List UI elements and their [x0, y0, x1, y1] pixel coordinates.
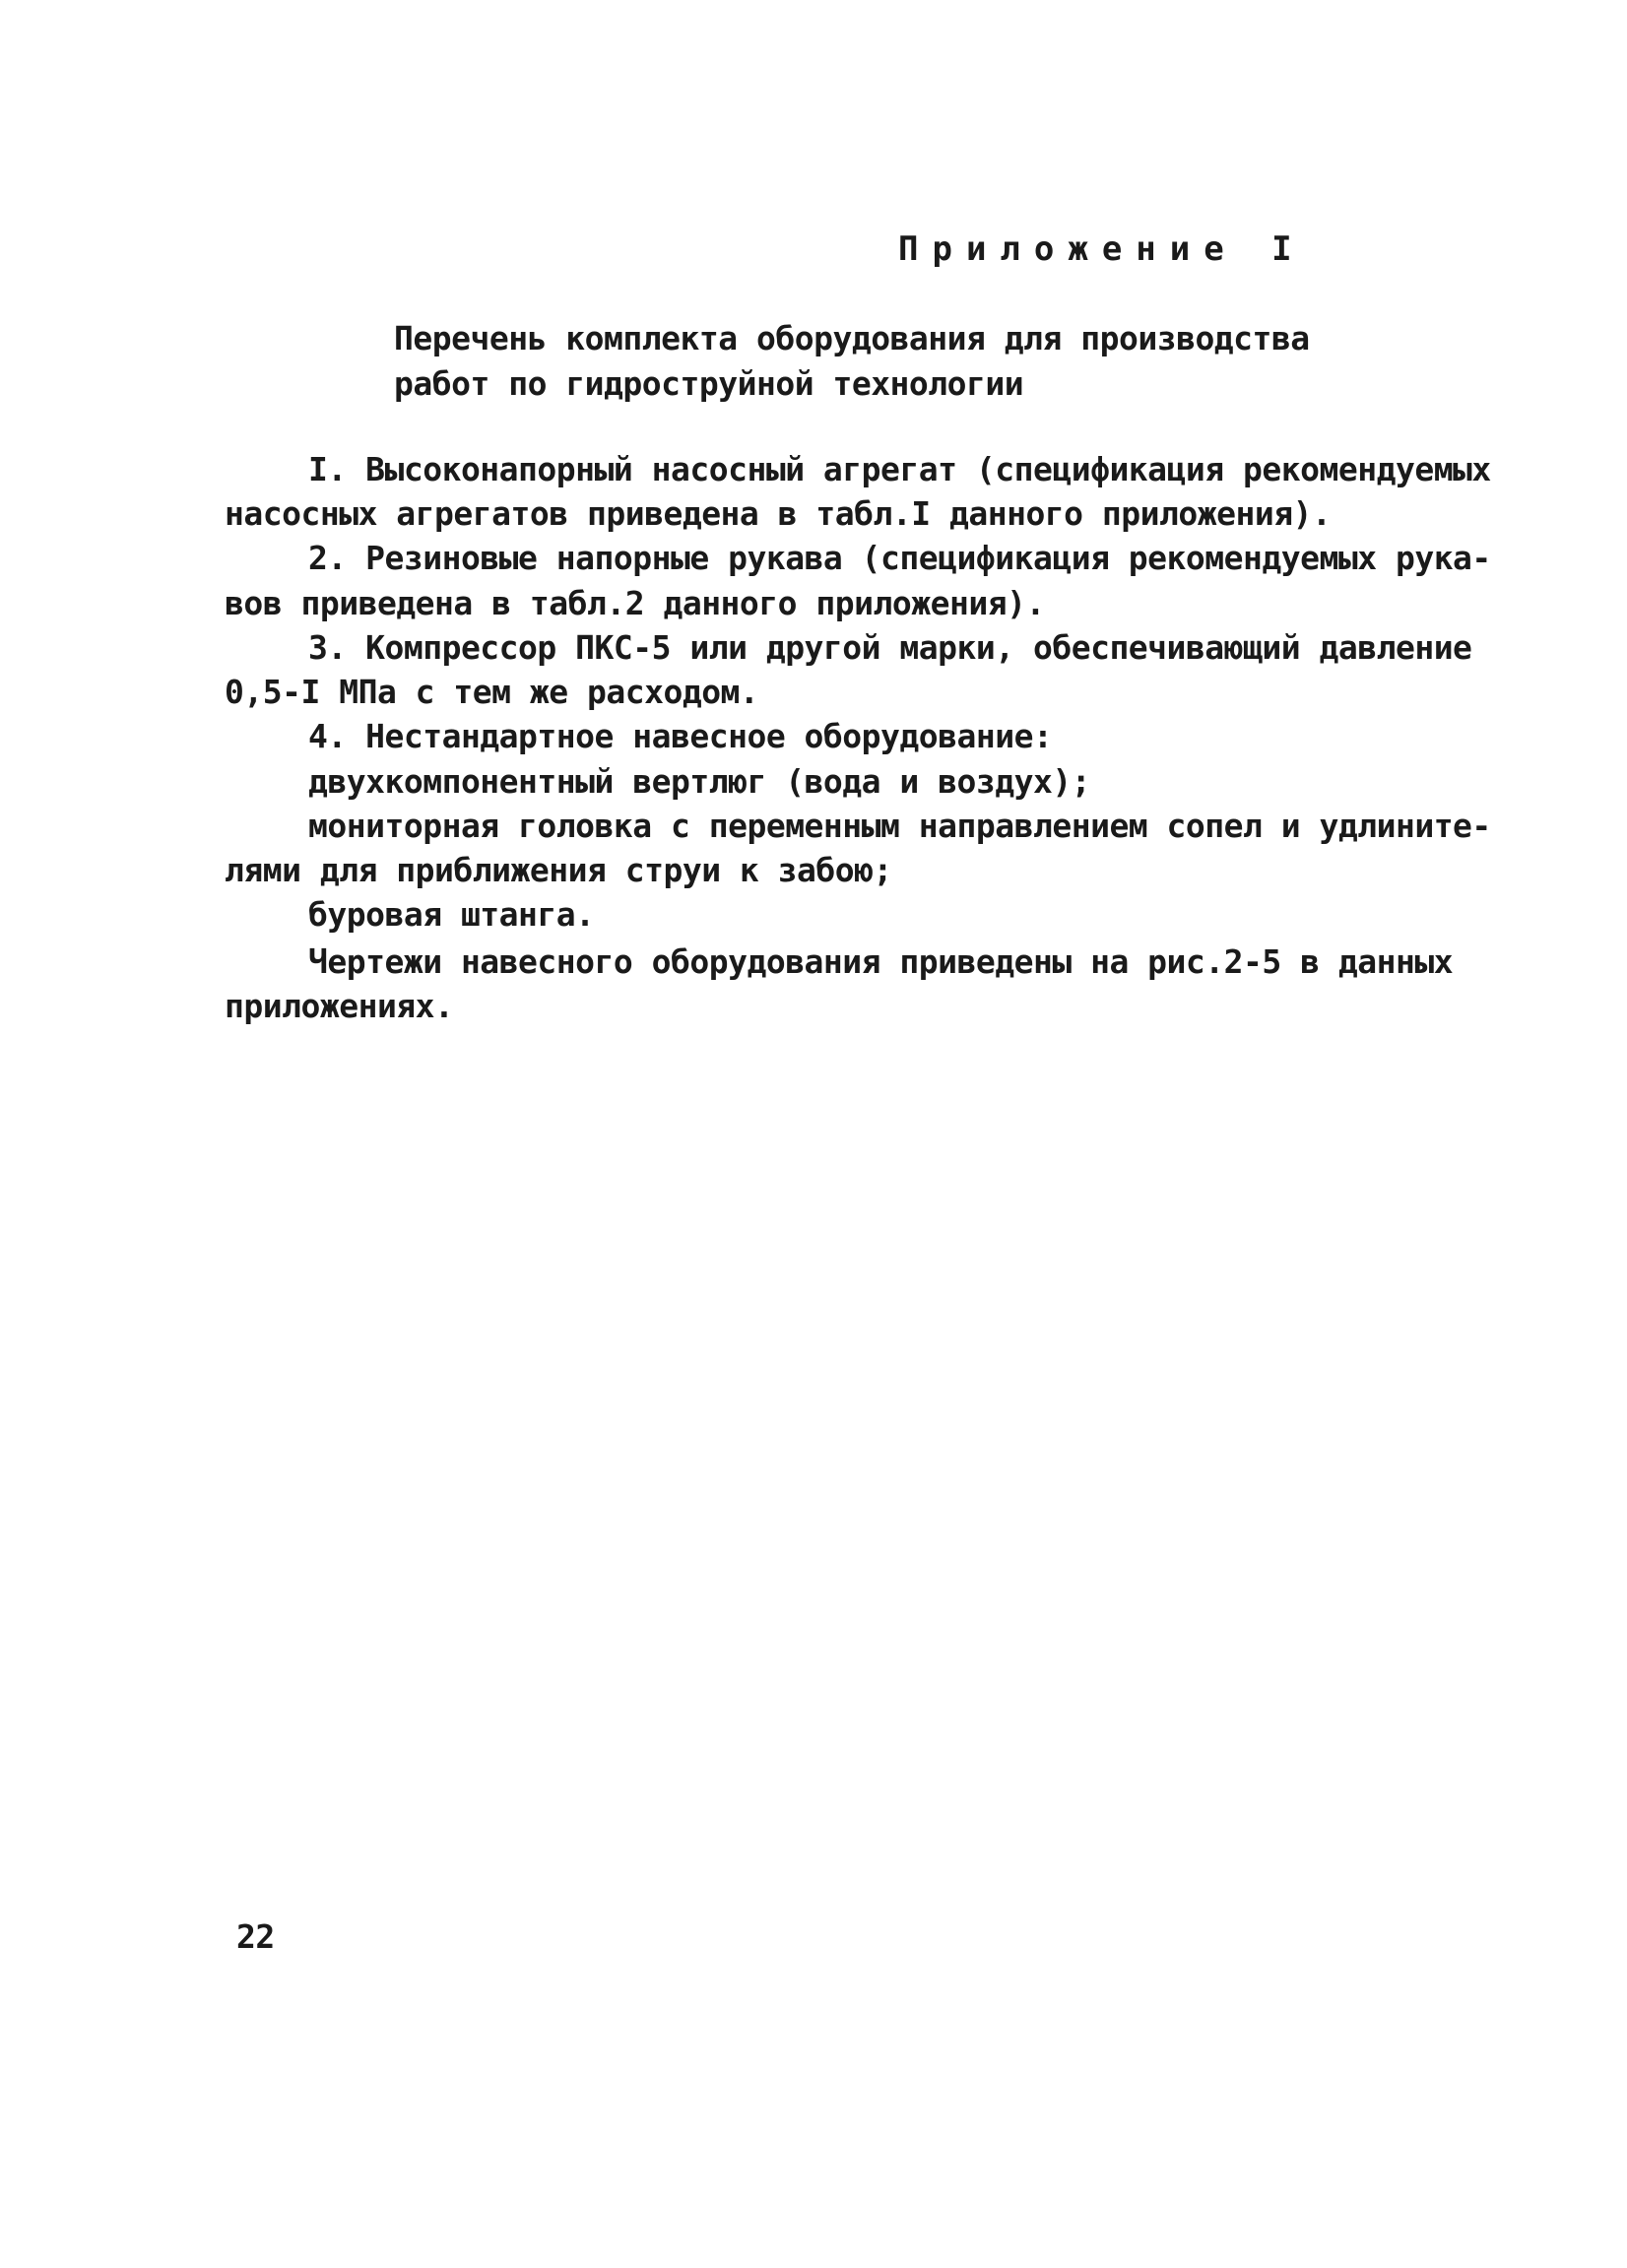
list-item-4-line-3: мониторная головка с переменным направлением сопел и удлините-	[308, 807, 1491, 845]
list-item-4-line-4: лями для приближения струи к забою;	[225, 851, 892, 889]
list-item-4-line-5: буровая штанга.	[308, 895, 595, 934]
appendix-heading: Приложение I	[898, 229, 1306, 269]
list-item-2-line-1: 2. Резиновые напорные рукава (спецификация рекомендуемых рука-	[308, 539, 1491, 577]
note-line-1: Чертежи навесного оборудования приведены на рис.2-5 в данных	[308, 942, 1454, 981]
list-item-4-line-2: двухкомпонентный вертлюг (вода и воздух);	[308, 762, 1091, 801]
list-item-2-line-2: вов приведена в табл.2 данного приложения).	[225, 584, 1045, 622]
document-title-line-1: Перечень комплекта оборудования для производства	[394, 319, 1310, 357]
list-item-3-line-2: 0,5-I МПа с тем же расходом.	[225, 673, 759, 711]
note-line-2: приложениях.	[225, 987, 454, 1025]
page-number: 22	[236, 1917, 275, 1956]
list-item-1-line-1: I. Высоконапорный насосный агрегат (спецификация рекомендуемых	[308, 450, 1491, 488]
list-item-4-line-1: 4. Нестандартное навесное оборудование:	[308, 717, 1053, 755]
document-title-line-2: работ по гидроструйной технологии	[394, 364, 1024, 403]
list-item-1-line-2: насосных агрегатов приведена в табл.I данного приложения).	[225, 494, 1332, 533]
list-item-3-line-1: 3. Компрессор ПКС-5 или другой марки, обеспечивающий давление	[308, 628, 1472, 667]
